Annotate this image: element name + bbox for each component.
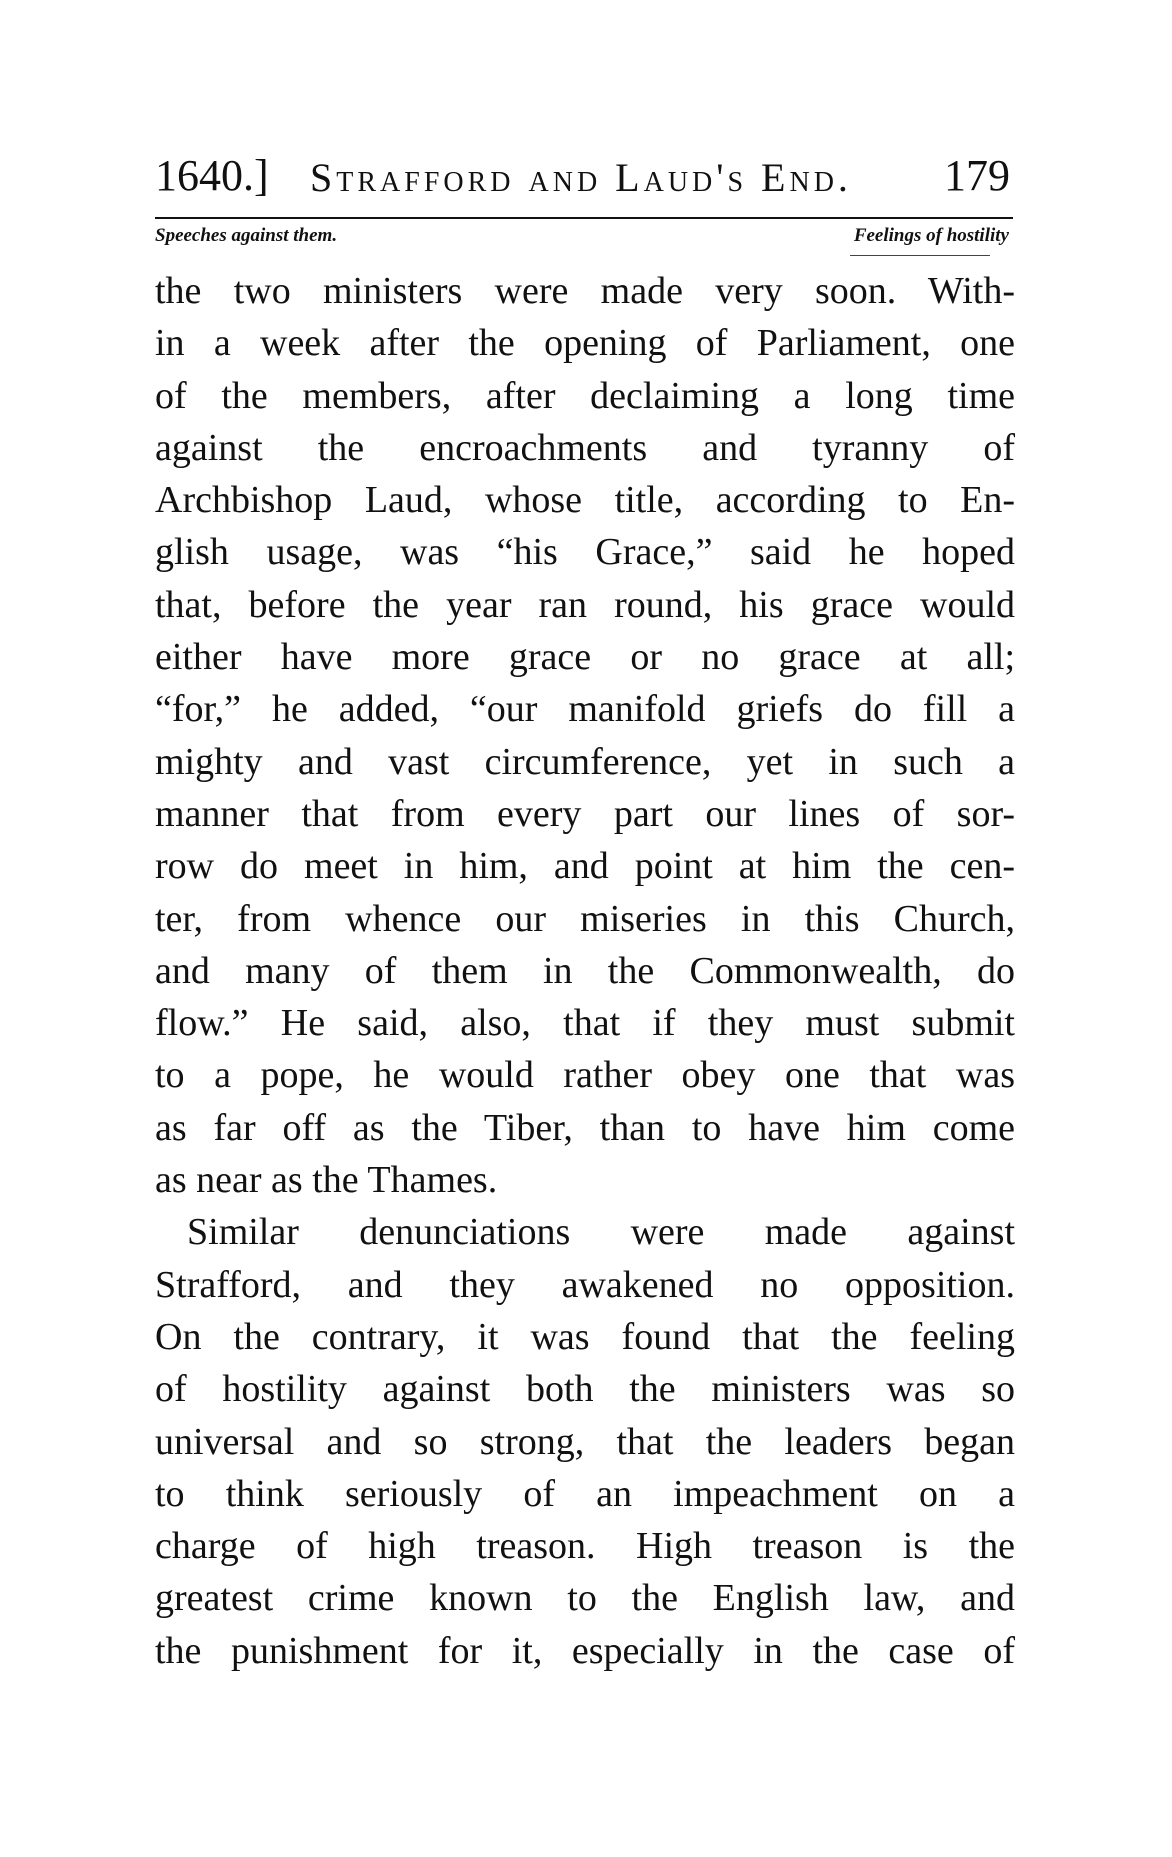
text-line: mighty and vast circumference, yet in such a	[155, 740, 1015, 783]
text-line: as near as the Thames.	[155, 1159, 498, 1202]
body-text	[155, 265, 1015, 1677]
text-line: Similar denunciations were made against	[187, 1211, 1015, 1254]
text-line: charge of high treason. High treason is the	[155, 1525, 1015, 1568]
text-line: as far off as the Tiber, than to have him come	[155, 1106, 1015, 1149]
text-line: glish usage, was “his Grace,” said he hoped	[155, 531, 1015, 574]
text-line: ter, from whence our miseries in this Church,	[155, 897, 1015, 940]
text-line: greatest crime known to the English law, and	[155, 1577, 1015, 1620]
text-line: to a pope, he would rather obey one that was	[155, 1054, 1015, 1097]
text-line: that, before the year ran round, his grace would	[155, 583, 1015, 626]
text-line: to think seriously of an impeachment on a	[155, 1472, 1015, 1515]
text-line: of the members, after declaiming a long time	[155, 374, 1015, 417]
running-header	[155, 150, 1010, 210]
text-line: “for,” he added, “our manifold griefs do fill a	[155, 688, 1015, 731]
text-line: the punishment for it, especially in the case of	[155, 1629, 1015, 1672]
side-heading-rule	[850, 255, 990, 256]
text-line: either have more grace or no grace at all;	[155, 636, 1015, 679]
text-line: the two ministers were made very soon. With-	[155, 270, 1015, 312]
page-number: 179	[944, 151, 1010, 200]
text-line: row do meet in him, and point at him the cen-	[155, 845, 1015, 888]
side-heading-right: Feelings of hostility	[853, 225, 1009, 246]
text-line: On the contrary, it was found that the feeling	[155, 1315, 1015, 1358]
text-line: Strafford, and they awakened no opposition.	[155, 1263, 1015, 1306]
text-line: manner that from every part our lines of sor-	[155, 792, 1015, 835]
header-title: Strafford and Laud's End.	[310, 155, 852, 200]
side-heading-left: Speeches against them.	[155, 225, 338, 246]
text-line: against the encroachments and tyranny of	[155, 426, 1015, 469]
text-line: universal and so strong, that the leaders began	[155, 1420, 1015, 1463]
text-line: and many of them in the Commonwealth, do	[155, 949, 1015, 992]
header-rule	[155, 217, 1013, 219]
text-line: of hostility against both the ministers was so	[155, 1368, 1015, 1411]
text-line: flow.” He said, also, that if they must submit	[155, 1002, 1015, 1045]
text-line: in a week after the opening of Parliament, one	[155, 322, 1015, 365]
text-line: Archbishop Laud, whose title, according to En-	[155, 479, 1015, 522]
header-year: 1640.]	[155, 151, 269, 200]
